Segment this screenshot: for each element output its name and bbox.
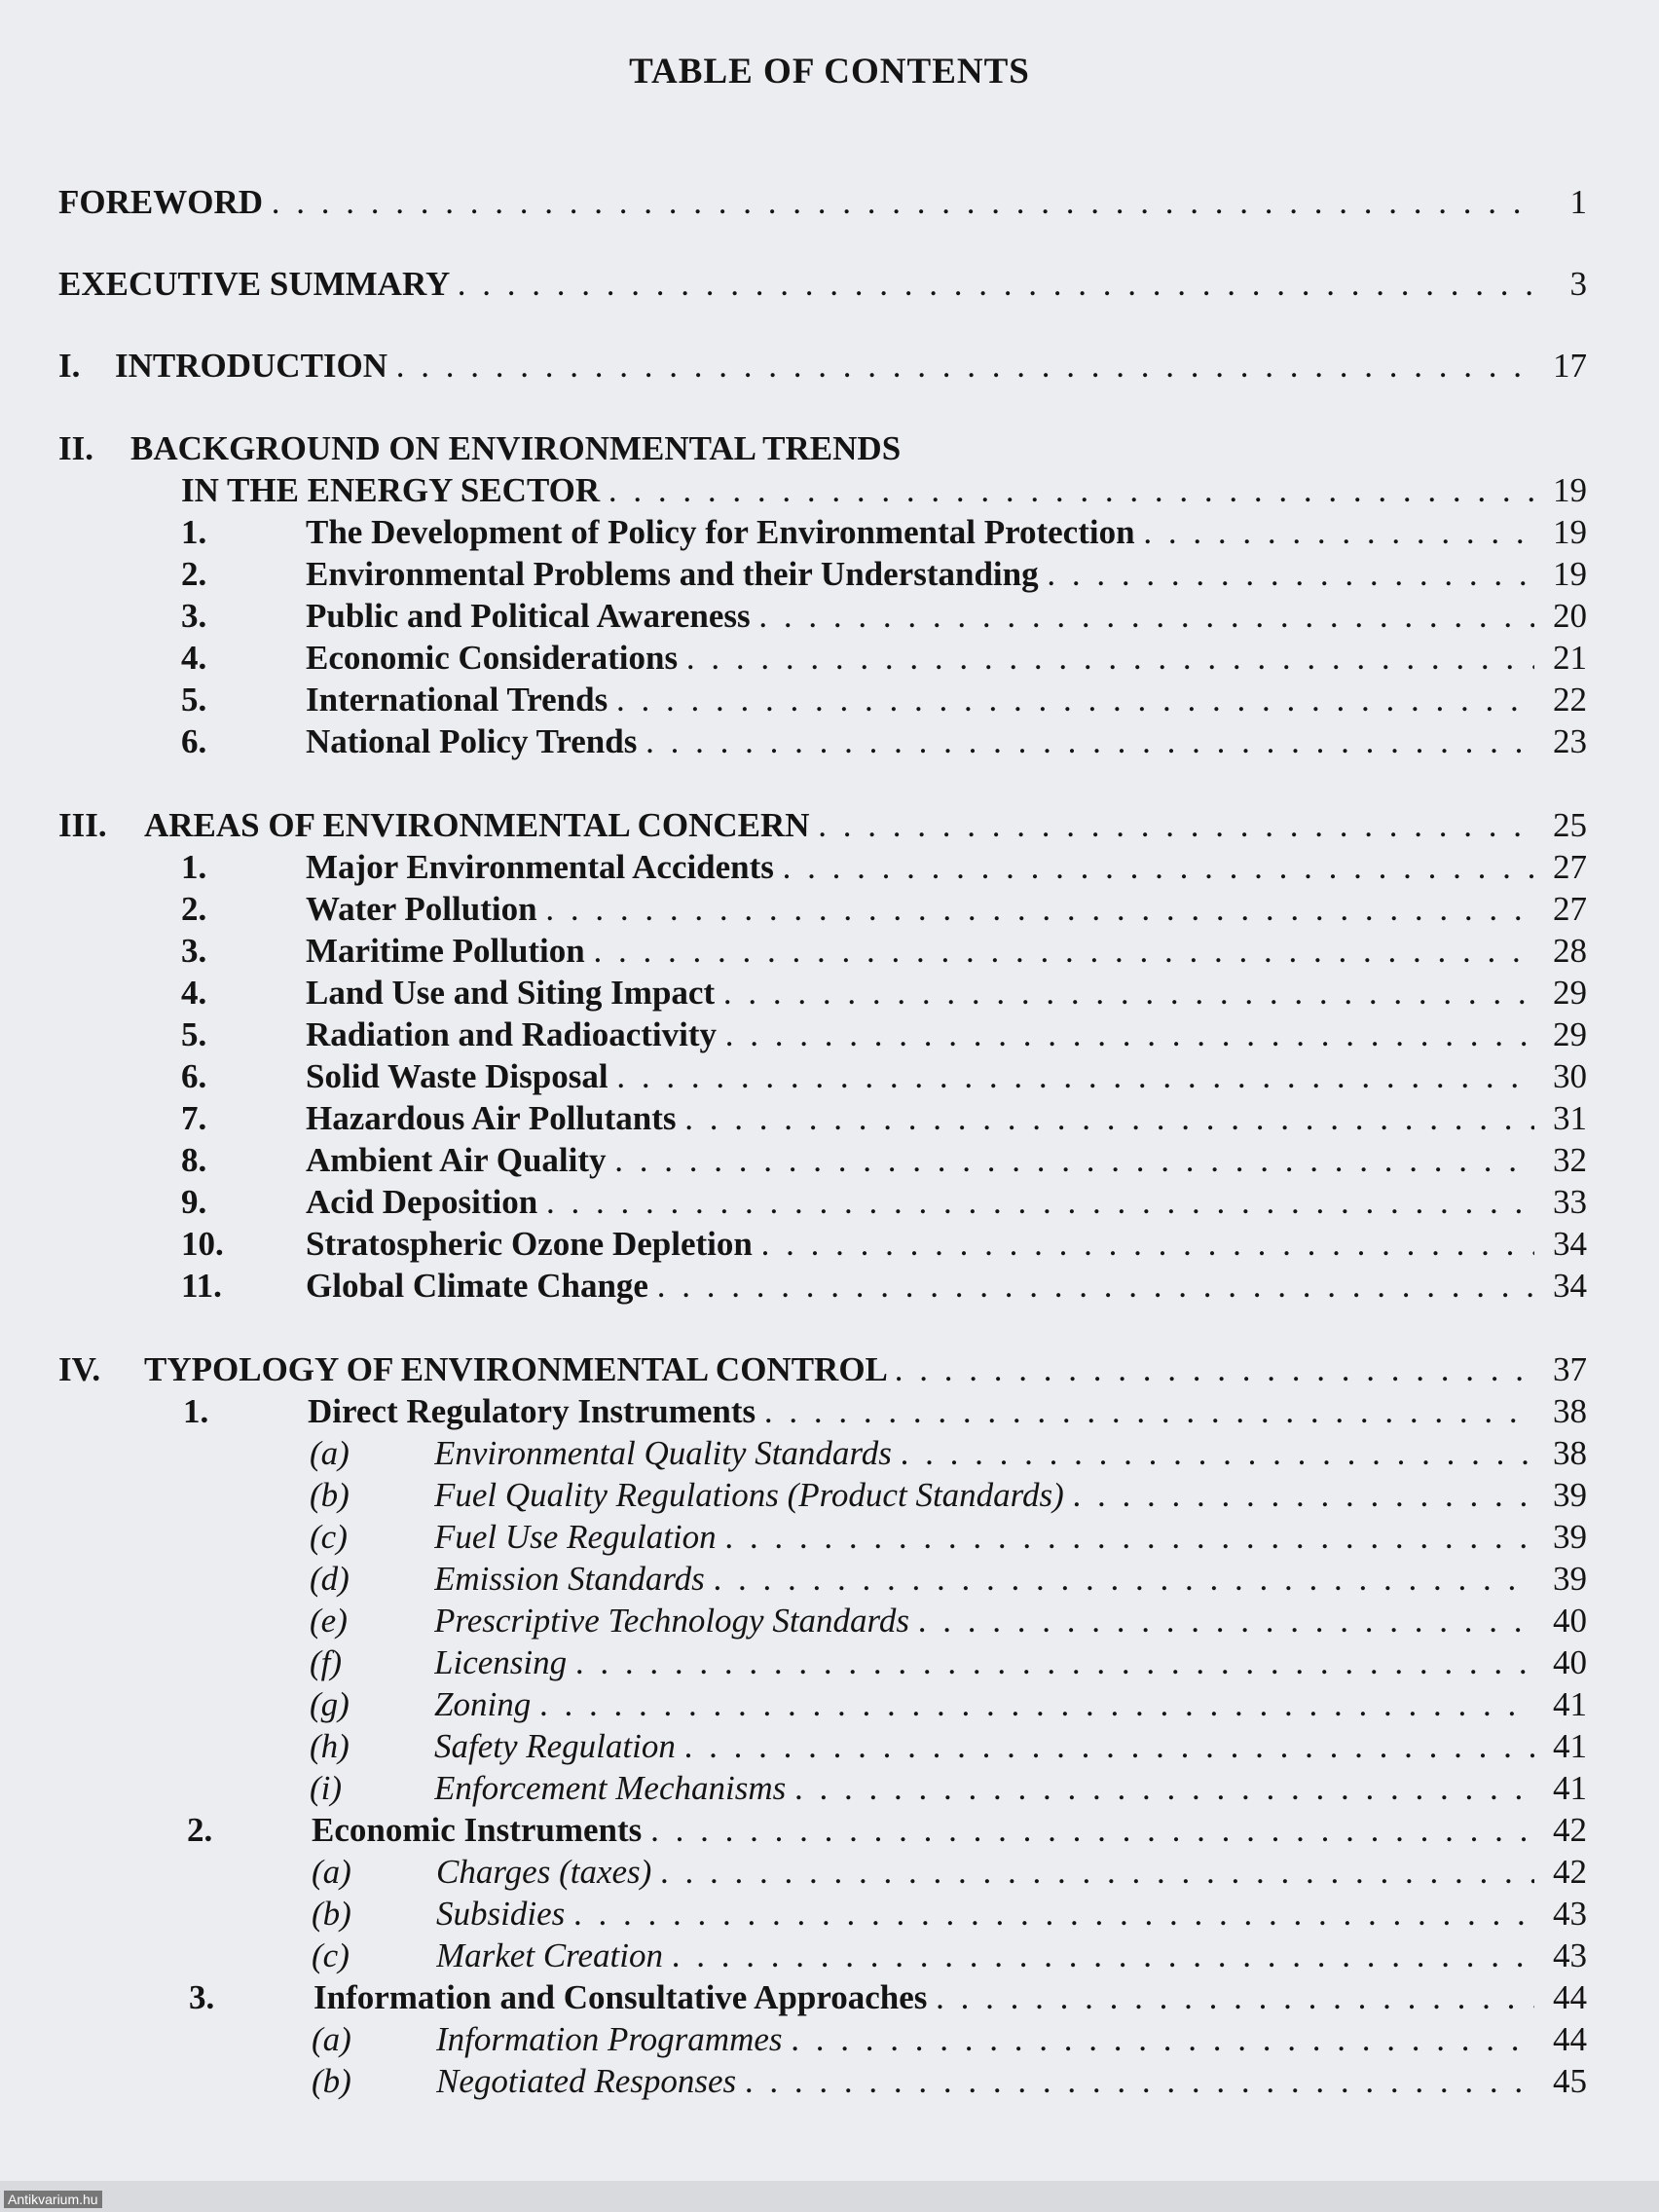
toc-entry bbox=[0, 1348, 1659, 1391]
toc-entry-label: Fuel Quality Regulations (Product Standards) . . . bbox=[434, 1474, 1534, 1517]
toc-entry-number: I. bbox=[58, 347, 81, 385]
toc-entry bbox=[0, 1139, 1659, 1182]
toc-entry-page: 1 bbox=[1569, 183, 1587, 221]
toc-entry bbox=[0, 846, 1659, 889]
toc-entry-page: 43 bbox=[1553, 1936, 1587, 1974]
toc-entry-label: Fuel Use Regulation . . . bbox=[434, 1516, 1534, 1559]
toc-entry bbox=[0, 1390, 1659, 1433]
toc-entry bbox=[0, 1600, 1659, 1642]
toc-entry-label: AREAS OF ENVIRONMENTAL CONCERN . . . bbox=[144, 804, 1534, 847]
toc-entry-page: 29 bbox=[1553, 974, 1587, 1012]
bottom-strip bbox=[0, 2181, 1659, 2212]
toc-entry-page: 37 bbox=[1553, 1350, 1587, 1388]
toc-entry-label: Direct Regulatory Instruments . . . bbox=[308, 1390, 1534, 1433]
toc-entry bbox=[0, 1432, 1659, 1475]
toc-entry-page: 32 bbox=[1553, 1141, 1587, 1179]
toc-entry bbox=[0, 1014, 1659, 1056]
toc-entry-label: BACKGROUND ON ENVIRONMENTAL TRENDS bbox=[130, 429, 902, 467]
toc-entry-number: 10. bbox=[181, 1225, 224, 1263]
toc-entry-number: (i) bbox=[310, 1769, 343, 1807]
toc-entry-number: (b) bbox=[312, 1895, 351, 1933]
toc-entry-number: 1. bbox=[181, 848, 207, 886]
toc-entry-label: Licensing . . . bbox=[434, 1641, 1534, 1684]
toc-entry-number: (h) bbox=[310, 1727, 350, 1765]
toc-entry-label: National Policy Trends . . . bbox=[306, 720, 1534, 763]
toc-entry-number: (c) bbox=[312, 1936, 350, 1974]
toc-entry-page: 38 bbox=[1553, 1434, 1587, 1472]
toc-entry bbox=[0, 263, 1659, 306]
toc-entry-number: (b) bbox=[312, 2062, 351, 2100]
toc-entry bbox=[0, 1851, 1659, 1894]
toc-entry-label: Solid Waste Disposal . . . bbox=[306, 1055, 1534, 1098]
toc-entry bbox=[0, 595, 1659, 638]
toc-entry-label: Radiation and Radioactivity . . . bbox=[306, 1014, 1534, 1056]
toc-entry-number: 3. bbox=[181, 932, 207, 970]
toc-entry-number: 6. bbox=[181, 1057, 207, 1095]
toc-entry-page: 44 bbox=[1553, 2020, 1587, 2058]
toc-entry-label: Zoning . . . bbox=[434, 1683, 1534, 1726]
toc-entry-label: Ambient Air Quality . . . bbox=[306, 1139, 1534, 1182]
toc-entry-page: 38 bbox=[1553, 1392, 1587, 1430]
toc-entry bbox=[0, 511, 1659, 554]
toc-entry-number: 7. bbox=[181, 1099, 207, 1137]
toc-entry-page: 39 bbox=[1553, 1560, 1587, 1598]
toc-entry-number: 3. bbox=[189, 1978, 215, 2016]
toc-entry bbox=[0, 1055, 1659, 1098]
toc-entry-label: Acid Deposition . . . bbox=[306, 1181, 1534, 1224]
toc-entry-label: Maritime Pollution . . . bbox=[306, 930, 1534, 973]
toc-entry-label: Market Creation . . . bbox=[436, 1935, 1534, 1977]
toc-entry bbox=[0, 1641, 1659, 1684]
toc-entry-page: 28 bbox=[1553, 932, 1587, 970]
toc-entry-page: 23 bbox=[1553, 722, 1587, 760]
toc-entry bbox=[0, 930, 1659, 973]
toc-entry bbox=[0, 1809, 1659, 1852]
toc-entry-page: 31 bbox=[1553, 1099, 1587, 1137]
toc-entry-page: 39 bbox=[1553, 1518, 1587, 1556]
toc-entry-number: 4. bbox=[181, 639, 207, 677]
toc-entry-label: IN THE ENERGY SECTOR . . . bbox=[181, 469, 1534, 512]
toc-entry-label: Economic Considerations . . . bbox=[306, 637, 1534, 680]
toc-entry-page: 27 bbox=[1553, 890, 1587, 928]
page-title: TABLE OF CONTENTS bbox=[629, 52, 1030, 92]
toc-entry-number: 2. bbox=[181, 890, 207, 928]
toc-entry-page: 21 bbox=[1553, 639, 1587, 677]
toc-entry-label: Enforcement Mechanisms . . . bbox=[434, 1767, 1534, 1810]
toc-entry-page: 45 bbox=[1553, 2062, 1587, 2100]
toc-entry bbox=[0, 804, 1659, 847]
toc-entry-number: 1. bbox=[181, 513, 207, 551]
toc-entry-label: Negotiated Responses . . . bbox=[436, 2060, 1534, 2103]
toc-entry-number: IV. bbox=[58, 1350, 101, 1388]
toc-entry bbox=[0, 1223, 1659, 1266]
toc-entry-page: 42 bbox=[1553, 1853, 1587, 1891]
toc-entry bbox=[0, 1725, 1659, 1768]
toc-entry-page: 27 bbox=[1553, 848, 1587, 886]
toc-entry bbox=[0, 1976, 1659, 2019]
toc-entry-page: 19 bbox=[1553, 471, 1587, 509]
toc-entry-label: Charges (taxes) . . . bbox=[436, 1851, 1534, 1894]
toc-entry bbox=[0, 1683, 1659, 1726]
toc-entry-page: 41 bbox=[1553, 1769, 1587, 1807]
toc-entry-label: Environmental Quality Standards . . . bbox=[434, 1432, 1534, 1475]
toc-entry-number: 8. bbox=[181, 1141, 207, 1179]
toc-entry bbox=[0, 1935, 1659, 1977]
toc-entry-number: (e) bbox=[310, 1602, 348, 1640]
toc-entry-number: (a) bbox=[312, 1853, 351, 1891]
toc-entry-number: III. bbox=[58, 806, 107, 844]
toc-entry bbox=[0, 972, 1659, 1014]
toc-entry-page: 22 bbox=[1553, 681, 1587, 719]
toc-entry-label: Subsidies . . . bbox=[436, 1893, 1534, 1936]
toc-entry-page: 43 bbox=[1553, 1895, 1587, 1933]
toc-entry-page: 19 bbox=[1553, 513, 1587, 551]
toc-entry-number: 2. bbox=[187, 1811, 213, 1849]
toc-entry-number: (b) bbox=[310, 1476, 350, 1514]
toc-entry-page: 42 bbox=[1553, 1811, 1587, 1849]
toc-entry-number: (a) bbox=[312, 2020, 351, 2058]
toc-entry bbox=[0, 1265, 1659, 1308]
toc-entry bbox=[0, 1181, 1659, 1224]
toc-entry-page: 19 bbox=[1553, 555, 1587, 593]
toc-entry-label: INTRODUCTION . . . bbox=[115, 345, 1534, 387]
toc-entry bbox=[0, 888, 1659, 931]
toc-entry-number: 4. bbox=[181, 974, 207, 1012]
toc-entry-number: 2. bbox=[181, 555, 207, 593]
toc-entry-page: 34 bbox=[1553, 1267, 1587, 1305]
toc-entry-number: (a) bbox=[310, 1434, 350, 1472]
toc-entry-page: 41 bbox=[1553, 1727, 1587, 1765]
toc-entry-label: Global Climate Change . . . bbox=[306, 1265, 1534, 1308]
toc-entry-label: TYPOLOGY OF ENVIRONMENTAL CONTROL . . . bbox=[144, 1348, 1534, 1391]
toc-entry-label: Environmental Problems and their Understanding . . . bbox=[306, 553, 1534, 596]
toc-entry-page: 3 bbox=[1569, 265, 1587, 303]
toc-entry-label: Safety Regulation . . . bbox=[434, 1725, 1534, 1768]
toc-entry-page: 44 bbox=[1553, 1978, 1587, 2016]
toc-entry-label: EXECUTIVE SUMMARY . . . bbox=[58, 263, 1534, 306]
toc-entry bbox=[0, 1474, 1659, 1517]
toc-entry bbox=[0, 679, 1659, 721]
toc-entry bbox=[0, 553, 1659, 596]
toc-entry bbox=[0, 2018, 1659, 2061]
toc-entry-number: II. bbox=[58, 429, 93, 467]
toc-entry bbox=[0, 1767, 1659, 1810]
watermark-label: Antikvarium.hu bbox=[4, 2191, 102, 2208]
toc-entry-label: Emission Standards . . . bbox=[434, 1558, 1534, 1601]
toc-entry-number: (d) bbox=[310, 1560, 350, 1598]
toc-entry-label: Information Programmes . . . bbox=[436, 2018, 1534, 2061]
toc-entry bbox=[0, 1558, 1659, 1601]
toc-entry-page: 25 bbox=[1553, 806, 1587, 844]
toc-entry-page: 39 bbox=[1553, 1476, 1587, 1514]
toc-entry-label: Water Pollution . . . bbox=[306, 888, 1534, 931]
toc-entry bbox=[0, 2060, 1659, 2103]
toc-entry-label: Hazardous Air Pollutants . . . bbox=[306, 1097, 1534, 1140]
toc-entry bbox=[0, 345, 1659, 387]
toc-entry bbox=[0, 1516, 1659, 1559]
toc-entry-number: (c) bbox=[310, 1518, 348, 1556]
toc-entry-page: 20 bbox=[1553, 597, 1587, 635]
toc-entry bbox=[0, 1097, 1659, 1140]
toc-entry bbox=[0, 469, 1659, 512]
toc-entry-number: 5. bbox=[181, 1015, 207, 1053]
toc-entry bbox=[0, 720, 1659, 763]
toc-entry-label: Stratospheric Ozone Depletion . . . bbox=[306, 1223, 1534, 1266]
toc-entry-label: International Trends . . . bbox=[306, 679, 1534, 721]
toc-entry-number: (f) bbox=[310, 1643, 343, 1681]
toc-entry-page: 34 bbox=[1553, 1225, 1587, 1263]
toc-entry-page: 30 bbox=[1553, 1057, 1587, 1095]
toc-entry bbox=[0, 181, 1659, 224]
toc-entry bbox=[0, 1893, 1659, 1936]
toc-entry-number: 3. bbox=[181, 597, 207, 635]
toc-entry-label: The Development of Policy for Environmental Protection . . . bbox=[306, 511, 1534, 554]
toc-entry-number: 9. bbox=[181, 1183, 207, 1221]
toc-entry-page: 17 bbox=[1553, 347, 1587, 385]
toc-entry-label: FOREWORD . . . bbox=[58, 181, 1534, 224]
toc-entry bbox=[0, 427, 1659, 470]
toc-entry-label: Economic Instruments . . . bbox=[312, 1809, 1534, 1852]
toc-entry-page: 40 bbox=[1553, 1602, 1587, 1640]
toc-entry-label: Land Use and Siting Impact . . . bbox=[306, 972, 1534, 1014]
toc-entry-label: Public and Political Awareness . . . bbox=[306, 595, 1534, 638]
toc-entry-number: 6. bbox=[181, 722, 207, 760]
toc-entry-label: Prescriptive Technology Standards . . . bbox=[434, 1600, 1534, 1642]
toc-entry-label: Major Environmental Accidents . . . bbox=[306, 846, 1534, 889]
toc-entry-page: 33 bbox=[1553, 1183, 1587, 1221]
toc-entry-number: 1. bbox=[183, 1392, 209, 1430]
toc-entry-number: (g) bbox=[310, 1685, 350, 1723]
toc-entry-page: 41 bbox=[1553, 1685, 1587, 1723]
toc-entry-number: 11. bbox=[181, 1267, 222, 1305]
toc-entry-page: 40 bbox=[1553, 1643, 1587, 1681]
toc-entry-page: 29 bbox=[1553, 1015, 1587, 1053]
toc-entry-label: Information and Consultative Approaches . . . bbox=[313, 1976, 1534, 2019]
toc-entry bbox=[0, 637, 1659, 680]
toc-entry-number: 5. bbox=[181, 681, 207, 719]
